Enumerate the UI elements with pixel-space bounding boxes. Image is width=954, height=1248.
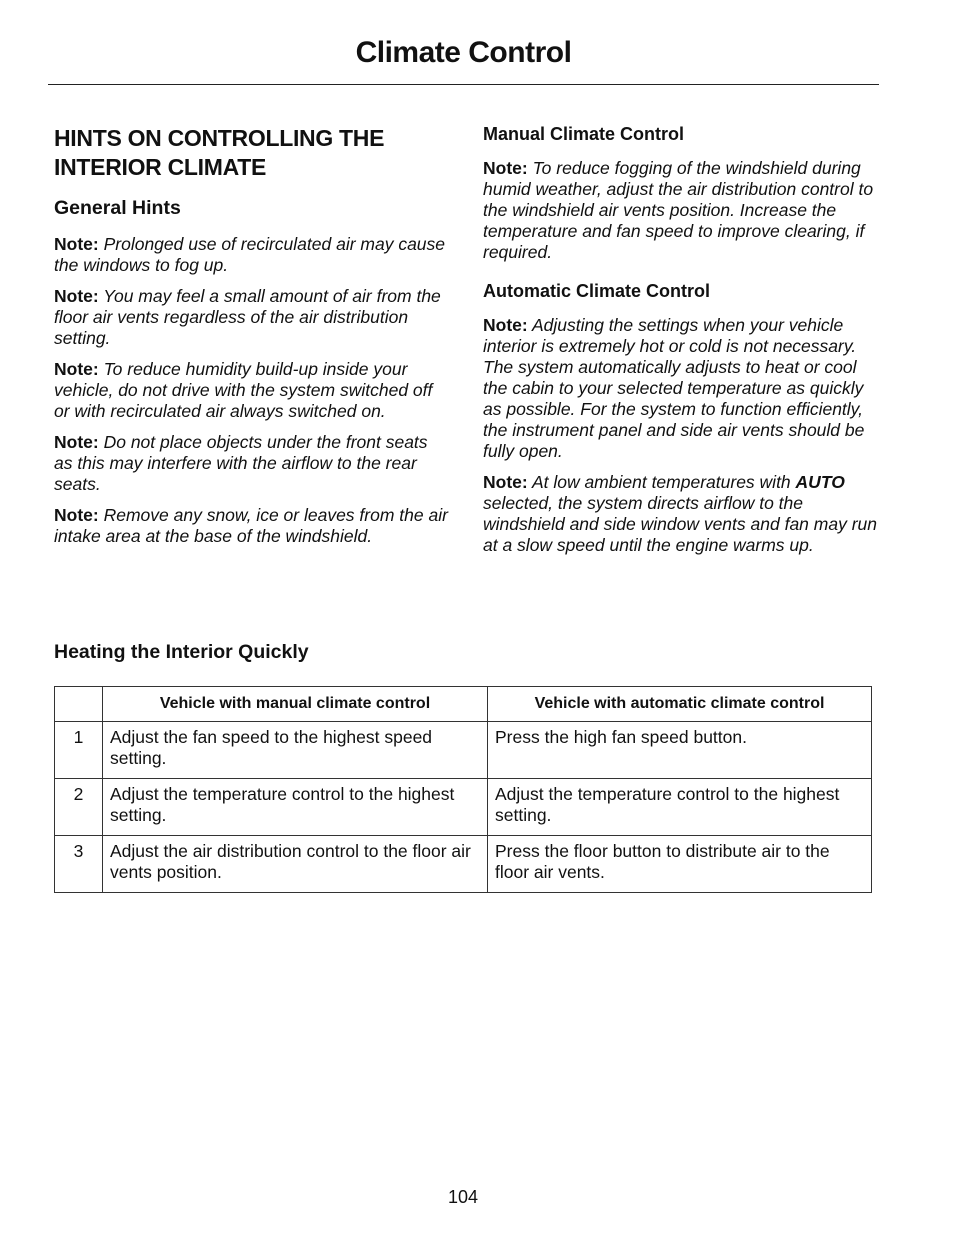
automatic-step-cell: Press the floor button to distribute air to the floor air vents.: [488, 836, 872, 893]
note-label: Note:: [483, 472, 528, 492]
note-text: Prolonged use of recirculated air may cause the windows to fog up.: [54, 234, 446, 275]
manual-step-cell: Adjust the air distribution control to the floor air vents position.: [103, 836, 488, 893]
note-paragraph: [54, 234, 449, 276]
section-heading: HINTS ON CONTROLLING THE INTERIOR CLIMATE: [54, 125, 385, 180]
note-label: Note:: [54, 505, 99, 525]
note-text: Remove any snow, ice or leaves from the air intake area at the base of the windshield.: [54, 505, 448, 546]
heating-heading: Heating the Interior Quickly: [54, 641, 309, 663]
automatic-climate-heading: Automatic Climate Control: [483, 281, 711, 301]
title-divider: [48, 84, 879, 85]
note-paragraph: [483, 472, 878, 556]
table-header-cell: [55, 687, 103, 722]
note-label: Note:: [483, 158, 528, 178]
note-label: Note:: [54, 359, 99, 379]
right-column: [483, 122, 878, 566]
note-label: Note:: [54, 432, 99, 452]
note-label: Note:: [54, 286, 99, 306]
automatic-step-cell: Adjust the temperature control to the highest setting.: [488, 779, 872, 836]
note-text: selected, the system directs airflow to the windshield and side window vents and fan may run at a slow speed until the engine warms up.: [483, 493, 877, 555]
note-text: Adjusting the settings when your vehicle interior is extremely hot or cold is not necessary. The system automatically adjusts to heat or cool the cabin to your selected temperature as quickly as possible. For the system to function efficiently, the instrument panel and side air vents should be fully open.: [483, 315, 865, 461]
note-paragraph: [54, 359, 449, 422]
automatic-step-cell: Press the high fan speed button.: [488, 722, 872, 779]
table-header-cell: Vehicle with automatic climate control: [488, 687, 872, 722]
note-label: Note:: [54, 234, 99, 254]
note-paragraph: [54, 286, 449, 349]
note-paragraph: [483, 315, 878, 462]
note-paragraph: [54, 432, 449, 495]
page-number: 104: [447, 1187, 479, 1207]
table-header-row: [55, 687, 872, 722]
manual-step-cell: Adjust the temperature control to the highest setting.: [103, 779, 488, 836]
note-text: Do not place objects under the front seats as this may interfere with the airflow to the rear seats.: [54, 432, 428, 494]
table-row: [55, 779, 872, 836]
table-header-cell: Vehicle with manual climate control: [103, 687, 488, 722]
note-text: To reduce fogging of the windshield during humid weather, adjust the air distribution control to the windshield air vents position. Increase the temperature and fan speed to improve clearing, if required.: [483, 158, 874, 262]
general-hints-heading: General Hints: [54, 197, 181, 219]
table-row: [55, 722, 872, 779]
step-number: 3: [55, 836, 103, 893]
note-text: At low ambient temperatures with: [531, 472, 791, 492]
table-row: [55, 836, 872, 893]
note-text: You may feel a small amount of air from the floor air vents regardless of the air distribution setting.: [54, 286, 441, 348]
note-label: Note:: [483, 315, 528, 335]
left-column: [54, 124, 449, 557]
note-paragraph: [54, 505, 449, 547]
manual-step-cell: Adjust the fan speed to the highest speed setting.: [103, 722, 488, 779]
note-paragraph: [483, 158, 878, 263]
manual-climate-heading: Manual Climate Control: [483, 124, 685, 144]
auto-keyword: AUTO: [795, 472, 845, 492]
step-number: 1: [55, 722, 103, 779]
page-title: Climate Control: [355, 36, 572, 69]
step-number: 2: [55, 779, 103, 836]
heating-steps-table: [54, 686, 872, 893]
note-text: To reduce humidity build-up inside your vehicle, do not drive with the system switched off or with recirculated air always switched on.: [54, 359, 433, 421]
